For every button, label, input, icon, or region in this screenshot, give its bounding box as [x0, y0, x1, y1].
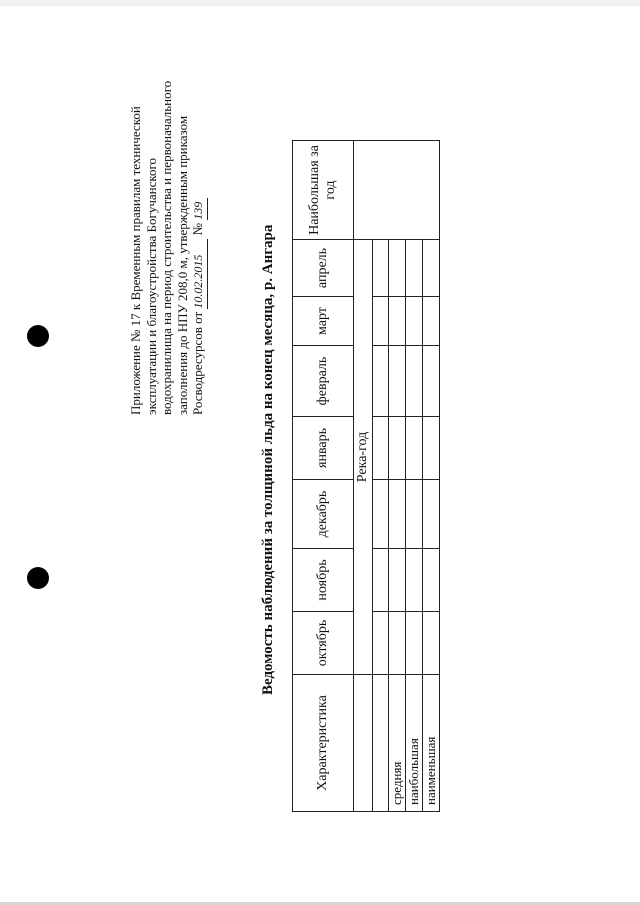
- col-characteristic: Характеристика: [293, 675, 354, 812]
- table-cell: [423, 346, 440, 417]
- table-cell: [373, 240, 389, 297]
- table-cell: [423, 240, 440, 297]
- table-cell: [423, 549, 440, 612]
- header-line-1: Приложение № 17 к Временным правилам технической: [128, 106, 143, 415]
- table-cell: [389, 549, 406, 612]
- table-cell: [389, 612, 406, 675]
- header-line-3: водохранилища на период строительства и первоначального: [159, 80, 174, 415]
- table-cell: [406, 297, 423, 346]
- row-label-min: наименьшая: [423, 675, 440, 812]
- table-header-row: [293, 141, 354, 812]
- col-january: январь: [293, 417, 354, 480]
- col-november: ноябрь: [293, 549, 354, 612]
- col-december: декабрь: [293, 480, 354, 549]
- document-title: Ведомость наблюдений за толщиной льда на конец месяца, р. Ангара: [260, 224, 276, 695]
- max-year-value: [354, 141, 440, 240]
- table-cell: [373, 297, 389, 346]
- header-line-5: [190, 70, 208, 415]
- row-label-average: средняя: [389, 675, 406, 812]
- blank-row: [373, 141, 389, 812]
- table-cell: [406, 549, 423, 612]
- table-row: [423, 141, 440, 812]
- handwritten-date: 10.02.2015: [191, 239, 208, 309]
- table-cell: [373, 612, 389, 675]
- table-cell: [389, 346, 406, 417]
- table-cell: [423, 480, 440, 549]
- table-cell: [423, 417, 440, 480]
- col-march: март: [293, 297, 354, 346]
- ice-thickness-table: [292, 140, 440, 812]
- table-cell: [373, 346, 389, 417]
- header-line-2: эксплуатации и благоустройства Богучанского: [143, 157, 159, 415]
- table-cell: [406, 612, 423, 675]
- table-cell: [389, 480, 406, 549]
- header-line-5-text: Росводресурсов от: [190, 311, 205, 415]
- table-cell: [373, 549, 389, 612]
- table-cell: [406, 417, 423, 480]
- table-cell: [373, 417, 389, 480]
- section-row: [354, 141, 373, 812]
- table-cell: [373, 480, 389, 549]
- table-cell: [389, 417, 406, 480]
- table-cell: [423, 297, 440, 346]
- table-cell: [423, 612, 440, 675]
- handwritten-number: 139: [191, 198, 208, 220]
- col-april: апрель: [293, 240, 354, 297]
- header-line-4: заполнения до НПУ 208,0 м, утвержденным приказом: [174, 115, 190, 415]
- appendix-header: [128, 70, 208, 415]
- col-february: февраль: [293, 346, 354, 417]
- blank-cell: [373, 675, 389, 812]
- table-row: [389, 141, 406, 812]
- table-row: [406, 141, 423, 812]
- table-cell: [406, 346, 423, 417]
- col-october: октябрь: [293, 612, 354, 675]
- table-cell: [406, 240, 423, 297]
- table-cell: [389, 240, 406, 297]
- row-label-max: наибольшая: [406, 675, 423, 812]
- table-cell: [406, 480, 423, 549]
- order-no-label: №: [190, 222, 205, 236]
- section-label: Река-год: [354, 240, 373, 675]
- table-cell: [389, 297, 406, 346]
- col-max-year: Наибольшая за год: [293, 141, 354, 240]
- section-empty-cell: [354, 675, 373, 812]
